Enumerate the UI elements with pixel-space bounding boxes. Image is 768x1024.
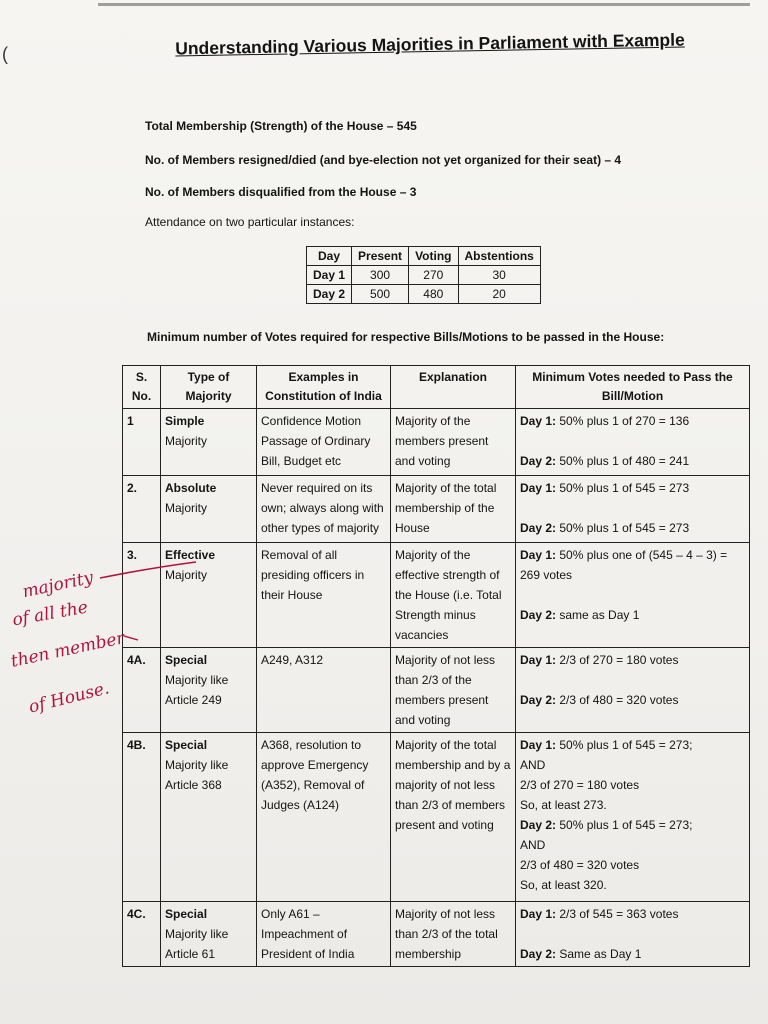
header-sno: S. No. xyxy=(123,366,161,409)
disqualified-members-line: No. of Members disqualified from the House – 3 xyxy=(145,185,417,199)
explanation-cell: Majority of the total membership of the House xyxy=(391,476,516,543)
day2-value: same as Day 1 xyxy=(556,608,640,622)
day1-value: 50% plus 1 of 545 = 273 xyxy=(556,481,690,495)
day2-label: Day 2: xyxy=(520,454,557,468)
day2-and: AND xyxy=(520,838,546,852)
examples-cell: A368, resolution to approve Emergency (A352), Removal of Judges (A124) xyxy=(257,733,391,902)
day1-label: Day 1: xyxy=(520,414,557,428)
day1-value: 50% plus 1 of 545 = 273; xyxy=(556,738,693,752)
examples-cell: Confidence Motion Passage of Ordinary Bill, Budget etc xyxy=(257,409,391,476)
explanation-cell: Majority of the effective strength of the House (i.e. Total Strength minus vacancies xyxy=(391,543,516,648)
attendance-header-day: Day xyxy=(307,247,352,266)
handwritten-note-line: of House. xyxy=(26,678,112,718)
day2-value: 50% plus 1 of 545 = 273 xyxy=(556,521,690,535)
examples-cell: Never required on its own; always along with other types of majority xyxy=(257,476,391,543)
min-votes-intro: Minimum number of Votes required for respective Bills/Motions to be passed in the House: xyxy=(147,330,665,344)
type-rest: Majority xyxy=(165,434,208,448)
day1-line-c: So, at least 273. xyxy=(520,798,607,812)
type-name: Special xyxy=(165,738,208,752)
header-min-votes: Minimum Votes needed to Pass the Bill/Motion xyxy=(516,366,750,409)
explanation-cell: Majority of the total membership and by a majority of not less than 2/3 of members present and voting xyxy=(391,733,516,902)
day2-label: Day 2: xyxy=(520,693,557,707)
day2-line-c: So, at least 320. xyxy=(520,878,607,892)
day2-value: Same as Day 1 xyxy=(556,947,642,961)
day2-label: Day 2: xyxy=(520,947,557,961)
type-name: Simple xyxy=(165,414,205,428)
attendance-cell: 500 xyxy=(352,285,409,304)
document-title: Understanding Various Majorities in Parliament with Example xyxy=(175,29,685,59)
handwritten-note-line: majority xyxy=(20,567,96,603)
sno-cell: 3. xyxy=(123,543,161,648)
attendance-cell: Day 2 xyxy=(307,285,352,304)
handwritten-note-line: of all the xyxy=(10,597,90,631)
day2-line-b: 2/3 of 480 = 320 votes xyxy=(520,858,640,872)
attendance-header-present: Present xyxy=(352,247,409,266)
attendance-cell: 30 xyxy=(458,266,540,285)
examples-cell: Removal of all presiding officers in their House xyxy=(257,543,391,648)
attendance-cell: 480 xyxy=(409,285,458,304)
header-explanation: Explanation xyxy=(391,366,516,409)
day1-value: 2/3 of 545 = 363 votes xyxy=(556,907,679,921)
examples-cell: Only A61 – Impeachment of President of India xyxy=(257,902,391,967)
sno-cell: 4B. xyxy=(123,733,161,902)
day1-label: Day 1: xyxy=(520,907,557,921)
type-rest: Majority like Article 249 xyxy=(165,673,229,707)
day1-value: 50% plus one of (545 – 4 – 3) = 269 votes xyxy=(520,548,728,582)
sno-cell: 2. xyxy=(123,476,161,543)
explanation-cell: Majority of the members present and voting xyxy=(391,409,516,476)
day2-label: Day 2: xyxy=(520,818,557,832)
attendance-intro: Attendance on two particular instances: xyxy=(145,215,355,229)
day1-label: Day 1: xyxy=(520,653,557,667)
attendance-header-voting: Voting xyxy=(409,247,458,266)
resigned-members-line: No. of Members resigned/died (and bye-election not yet organized for their seat) – 4 xyxy=(145,153,622,167)
header-type: Type of Majority xyxy=(161,366,257,409)
type-rest: Majority like Article 61 xyxy=(165,927,229,961)
day2-value: 50% plus 1 of 480 = 241 xyxy=(556,454,690,468)
total-membership-line: Total Membership (Strength) of the House – 545 xyxy=(145,119,417,133)
margin-mark: ( xyxy=(2,44,8,64)
type-name: Absolute xyxy=(165,481,217,495)
type-rest: Majority like Article 368 xyxy=(165,758,229,792)
type-name: Effective xyxy=(165,548,216,562)
day1-label: Day 1: xyxy=(520,548,557,562)
day1-label: Day 1: xyxy=(520,738,557,752)
header-examples: Examples in Constitution of India xyxy=(257,366,391,409)
attendance-header-abstentions: Abstentions xyxy=(458,247,540,266)
attendance-cell: Day 1 xyxy=(307,266,352,285)
day1-value: 50% plus 1 of 270 = 136 xyxy=(556,414,690,428)
type-name: Special xyxy=(165,653,208,667)
handwritten-note-line: then member xyxy=(9,628,127,672)
day1-line-b: 2/3 of 270 = 180 votes xyxy=(520,778,640,792)
explanation-cell: Majority of not less than 2/3 of the members present and voting xyxy=(391,648,516,733)
sno-cell: 4C. xyxy=(123,902,161,967)
day1-label: Day 1: xyxy=(520,481,557,495)
attendance-cell: 270 xyxy=(409,266,458,285)
examples-cell: A249, A312 xyxy=(257,648,391,733)
day2-value: 2/3 of 480 = 320 votes xyxy=(556,693,679,707)
type-name: Special xyxy=(165,907,208,921)
explanation-cell: Majority of not less than 2/3 of the total membership xyxy=(391,902,516,967)
attendance-cell: 300 xyxy=(352,266,409,285)
day1-value: 2/3 of 270 = 180 votes xyxy=(556,653,679,667)
type-rest: Majority xyxy=(165,501,208,515)
day2-label: Day 2: xyxy=(520,521,557,535)
sno-cell: 1 xyxy=(123,409,161,476)
sno-cell: 4A. xyxy=(123,648,161,733)
type-rest: Majority xyxy=(165,568,208,582)
day2-value: 50% plus 1 of 545 = 273; xyxy=(556,818,693,832)
attendance-cell: 20 xyxy=(458,285,540,304)
day1-and: AND xyxy=(520,758,546,772)
day2-label: Day 2: xyxy=(520,608,557,622)
